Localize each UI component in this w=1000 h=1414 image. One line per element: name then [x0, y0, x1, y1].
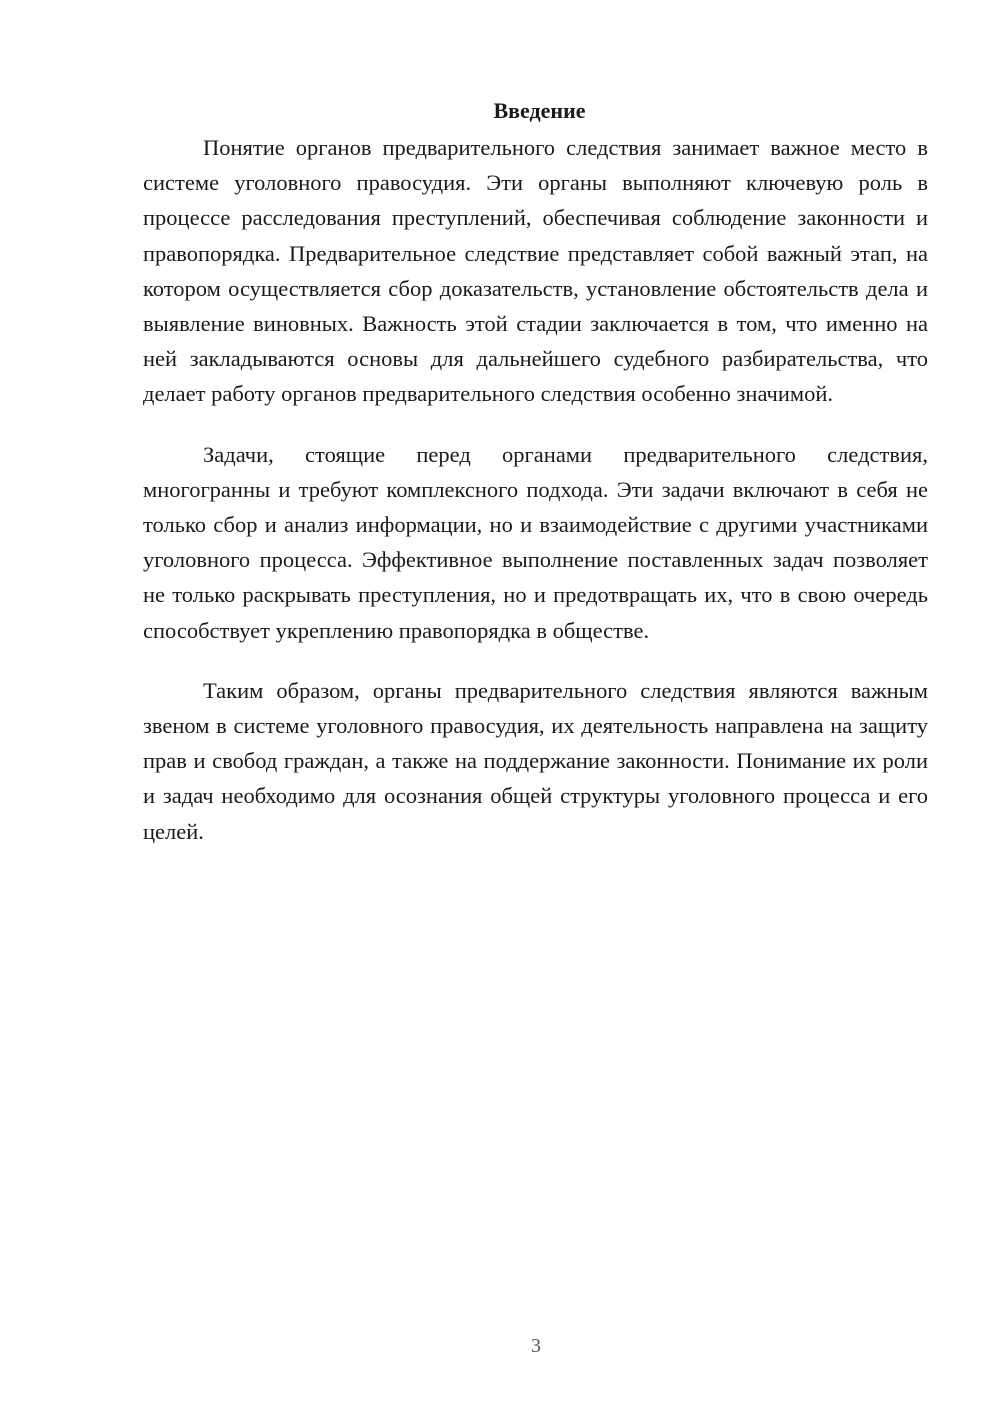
paragraph-3: Таким образом, органы предварительного следствия являются важным звеном в системе уголовного правосудия, их деятельность направлена на защиту прав и свобод граждан, а также на поддержание законности. Понимание их роли и задач необходимо для осознания общей структуры уголовного процесса и его целей. [143, 677, 928, 844]
paragraph-2: Задачи, стоящие перед органами предварительного следствия, многогранны и требуют комплексного подхода. Эти задачи включают в себя не только сбор и анализ информации, но и взаимодействие с другими участниками уголовного процесса. Эффективное выполнение поставленных задач позволяет не только раскрывать преступления, но и предотвращать их, что в свою очередь способствует укреплению правопорядка в обществе. [143, 441, 928, 643]
page-number: 3 [531, 1335, 541, 1357]
paragraph-1: Понятие органов предварительного следствия занимает важное место в системе уголовного правосудия. Эти органы выполняют ключевую роль в процессе расследования преступлений, обеспечивая соблюдение законности и правопорядка. Предварительное следствие представляет собой важный этап, на котором осуществляется сбор доказательств, установление обстоятельств дела и выявление виновных. Важность этой стадии заключается в том, что именно на ней закладываются основы для дальнейшего судебного разбирательства, что делает работу органов предварительного следствия особенно значимой. [143, 135, 928, 407]
page-content [143, 96, 928, 849]
section-title: Введение [493, 98, 586, 123]
